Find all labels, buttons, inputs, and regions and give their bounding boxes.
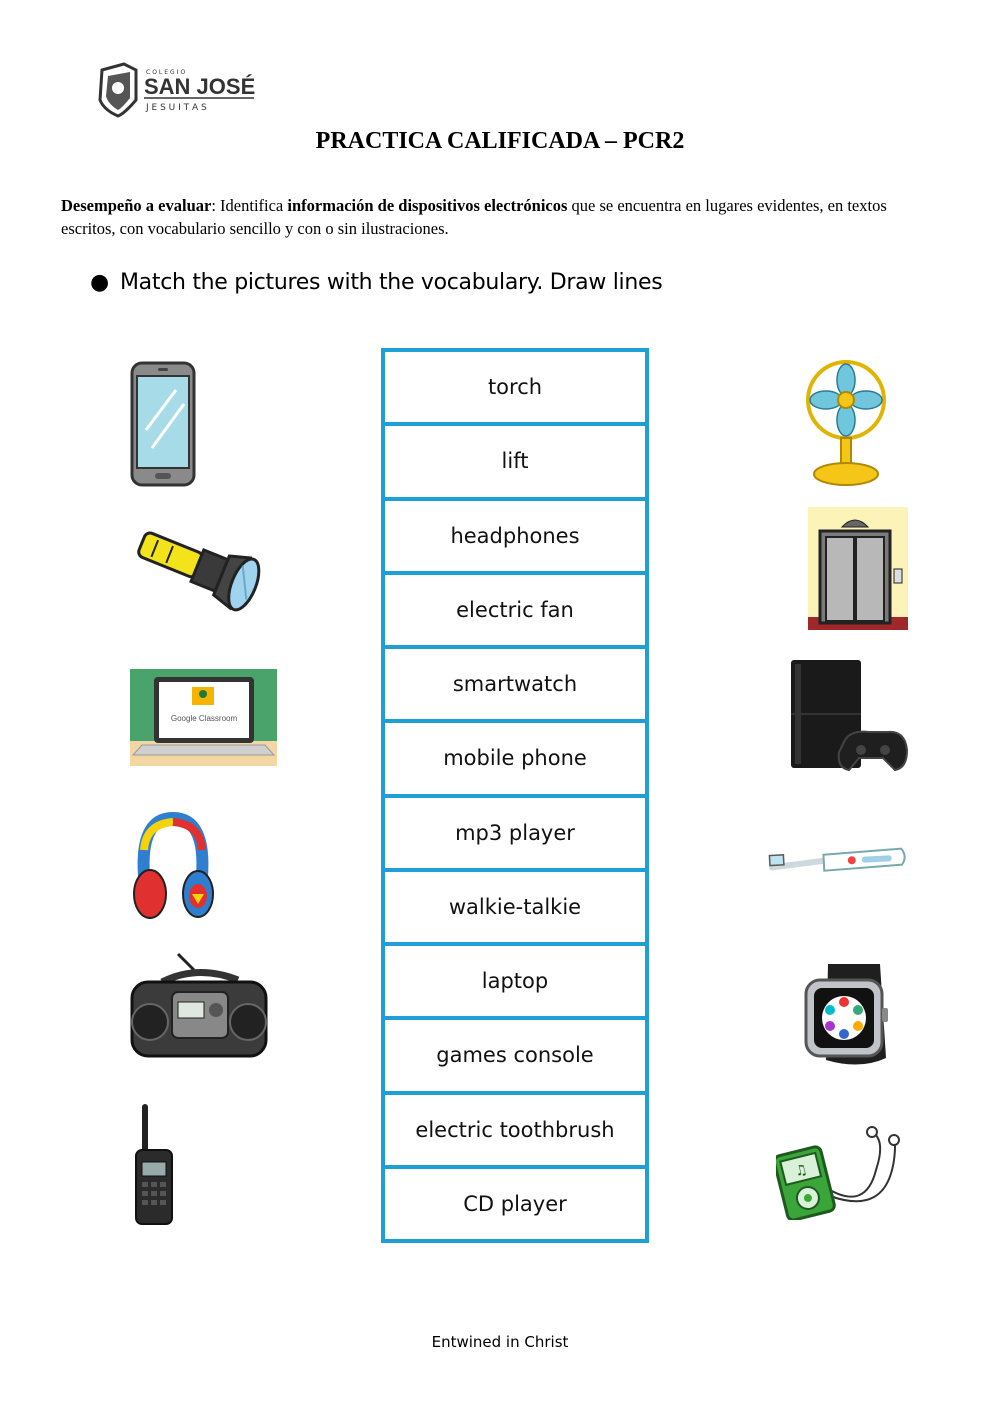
description-text-1: : Identifica [211,196,288,215]
electric-fan-icon[interactable] [804,358,888,488]
laptop-screen-text: Google Classroom [170,714,238,723]
vocab-item[interactable]: electric fan [385,575,645,645]
vocab-item[interactable]: games console [385,1020,645,1090]
description-label: Desempeño a evaluar [61,196,212,215]
lift-icon[interactable] [808,507,908,630]
headphones-icon[interactable] [130,810,216,922]
description [61,194,941,240]
footer-motto: Entwined in Christ [431,1333,569,1351]
description-text-2: que se encuentra en lugares evidentes, en textos escritos, con vocabulario sencillo y con o sin ilustraciones. [61,196,887,238]
games-console-icon[interactable] [789,658,909,774]
torch-icon[interactable] [130,520,270,620]
logo-name-text: SAN JOSÉ [144,74,256,99]
cd-player-icon[interactable] [128,952,270,1062]
vocab-item[interactable]: mobile phone [385,723,645,793]
vocab-item[interactable]: walkie-talkie [385,872,645,942]
page-title: PRACTICA CALIFICADA – PCR2 [315,128,685,154]
instruction [90,270,662,295]
vocab-item[interactable]: smartwatch [385,649,645,719]
smartwatch-icon[interactable] [800,958,906,1070]
vocab-item[interactable]: mp3 player [385,798,645,868]
vocab-item[interactable]: torch [385,352,645,422]
walkie-talkie-icon[interactable] [132,1102,176,1226]
vocab-item[interactable]: electric toothbrush [385,1095,645,1165]
vocab-item[interactable]: lift [385,426,645,496]
logo-top-text: COLEGIO [146,69,188,76]
electric-toothbrush-icon[interactable] [766,840,910,890]
logo-bottom-text: J E S U I T A S [146,103,207,113]
laptop-icon[interactable] [130,669,277,766]
vocab-item[interactable]: laptop [385,946,645,1016]
svg-text:♫: ♫ [793,1161,810,1181]
mobile-phone-icon[interactable] [128,360,198,488]
vocabulary-table [381,348,649,1243]
mp3-player-icon[interactable] [776,1120,910,1220]
bullet-icon: ● [90,270,109,295]
vocab-item[interactable]: CD player [385,1169,645,1239]
school-logo [96,60,266,118]
instruction-text: Match the pictures with the vocabulary. Draw lines [120,270,663,295]
description-bold: información de dispositivos electrónicos [287,196,568,215]
vocab-item[interactable]: headphones [385,501,645,571]
